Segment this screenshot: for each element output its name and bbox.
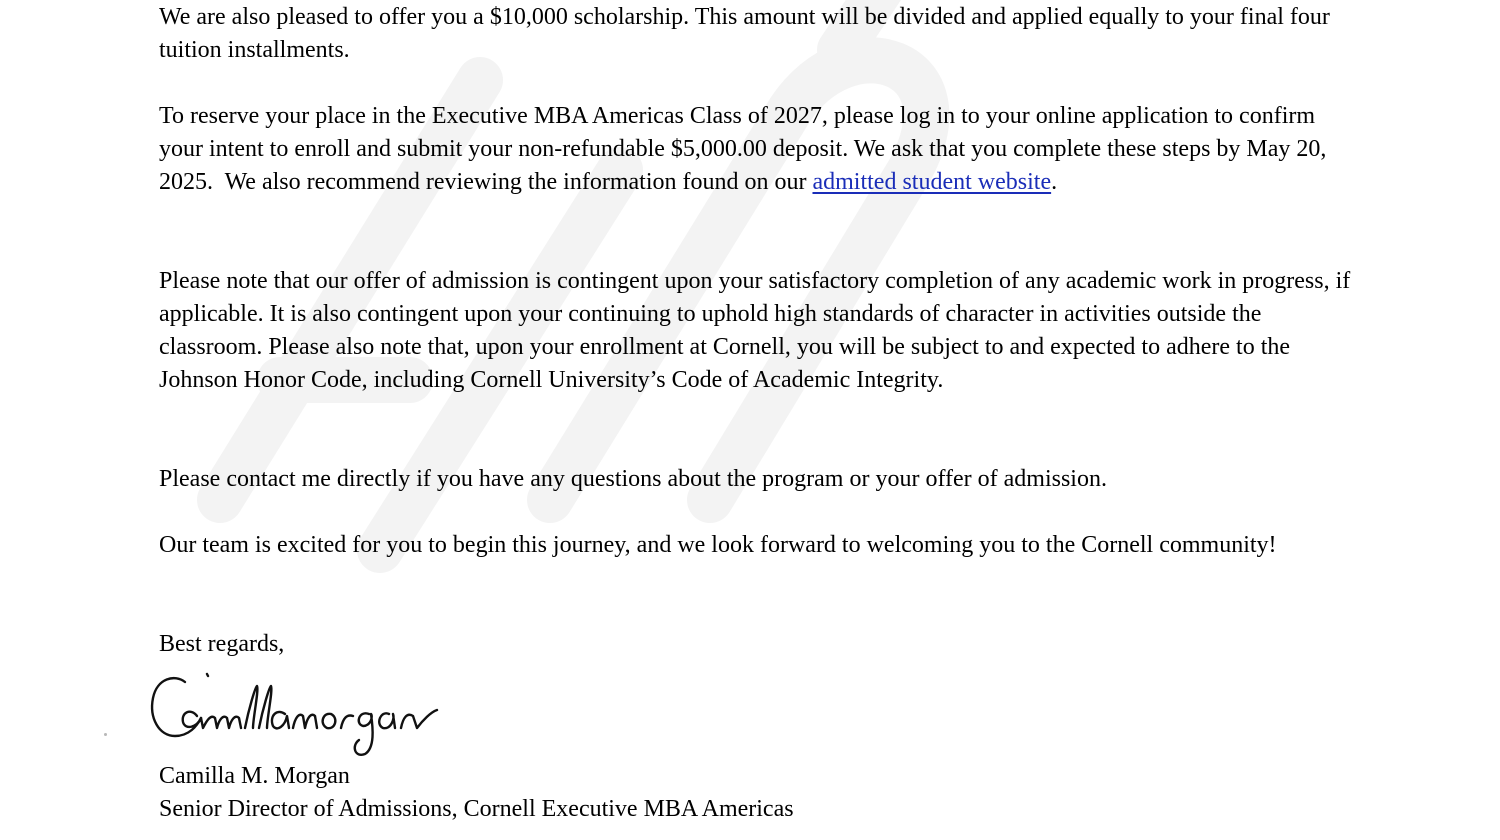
scholarship-paragraph: We are also pleased to offer you a $10,000 scholarship. This amount will be divided and applied equally to your final four tuition installments. bbox=[159, 4, 1330, 63]
signer-title: Senior Director of Admissions, Cornell Executive MBA Americas bbox=[159, 796, 794, 822]
reserve-place-text: To reserve your place in the Executive MBA Americas Class of 2027, please log in to your online application to confirm your intent to enroll and submit your non-refundable $5,000.00 deposit. We ask that you complete these steps by May 20, 2025. We also recommend reviewing the information found on our bbox=[159, 103, 1327, 195]
margin-speck bbox=[104, 733, 107, 736]
reserve-place-period: . bbox=[1051, 169, 1058, 195]
contact-paragraph: Please contact me directly if you have any questions about the program or your offer of admission. bbox=[159, 466, 1107, 492]
admitted-student-website-link[interactable]: admitted student website bbox=[812, 169, 1052, 195]
contingency-paragraph: Please note that our offer of admission is contingent upon your satisfactory completion of any academic work in progress, if applicable. It is also contingent upon your continuing to uphold high standards of character in activities outside the classroom. Please also note that, upon your enrollment at Cornell, you will be subject to and expected to adhere to the Johnson Honor Code, including Cornell University’s Code of Academic Integrity. bbox=[159, 268, 1351, 393]
signer-name: Camilla M. Morgan bbox=[159, 763, 350, 789]
welcome-paragraph: Our team is excited for you to begin this journey, and we look forward to welcoming you to the Cornell community! bbox=[159, 532, 1277, 558]
closing-salutation: Best regards, bbox=[159, 631, 285, 657]
reserve-place-paragraph bbox=[159, 100, 1359, 199]
handwritten-signature bbox=[145, 668, 455, 760]
